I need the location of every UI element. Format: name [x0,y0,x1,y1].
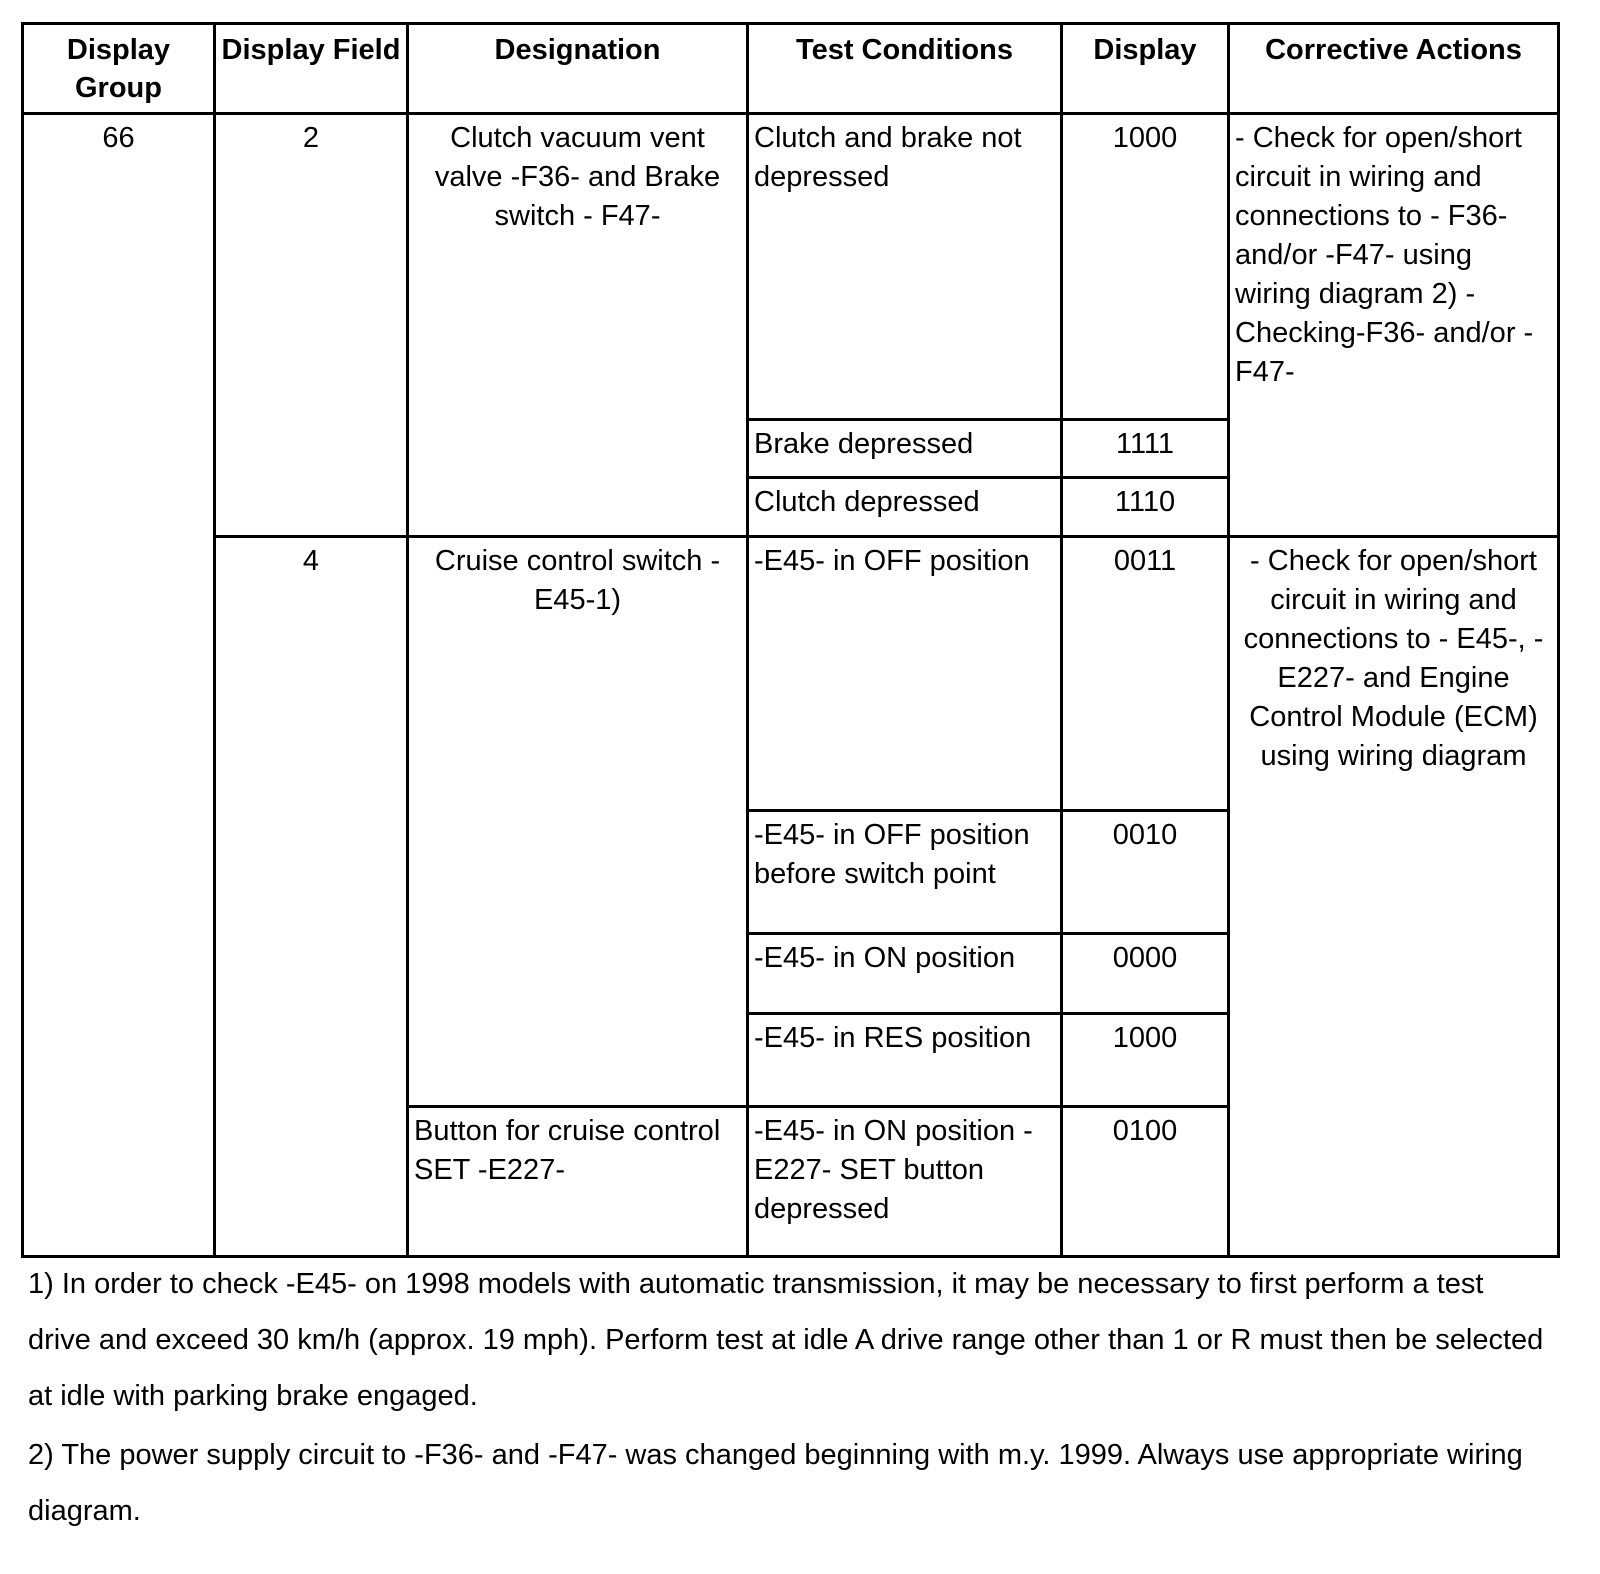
table-row [23,537,1559,811]
header-corrective-actions: Corrective Actions [1229,24,1559,114]
test-condition-cell: Clutch depressed [748,478,1062,537]
test-condition-cell: -E45- in ON position -E227- SET button depressed [748,1107,1062,1257]
footnote-2: 2) The power supply circuit to -F36- and -F47- was changed beginning with m.y. 1999. Always use appropriate wiring diagram. [28,1439,1523,1527]
test-condition-cell: Brake depressed [748,420,1062,478]
test-condition-cell: -E45- in OFF position [748,537,1062,811]
header-display-group: Display Group [23,24,215,114]
display-value-cell: 0010 [1062,811,1229,934]
footnote-1: 1) In order to check -E45- on 1998 models with automatic transmission, it may be necessary to first perform a test drive and exceed 30 km/h (approx. 19 mph). Perform test at idle A drive range other than 1 or R must then be selected at idle with parking brake engaged. [28,1268,1544,1412]
corrective-action-cell: - Check for open/short circuit in wiring and connections to - F36- and/or -F47- using wiring diagram 2) - Checking-F36- and/or -F47- [1229,114,1559,537]
header-row [23,24,1559,114]
designation-cell: Clutch vacuum vent valve -F36- and Brake switch - F47- [408,114,748,537]
designation-cell: Cruise control switch -E45-1) [408,537,748,1107]
designation-cell: Button for cruise control SET -E227- [408,1107,748,1257]
test-condition-cell: Clutch and brake not depressed [748,114,1062,420]
display-group-cell: 66 [23,114,215,1257]
test-condition-cell: -E45- in ON position [748,934,1062,1014]
display-value-cell: 1110 [1062,478,1229,537]
header-test-conditions: Test Conditions [748,24,1062,114]
header-display: Display [1062,24,1229,114]
display-value-cell: 0100 [1062,1107,1229,1257]
corrective-action-cell: - Check for open/short circuit in wiring and connections to - E45-, -E227- and Engine Control Module (ECM) using wiring diagram [1229,537,1559,1257]
display-value-cell: 1000 [1062,114,1229,420]
display-value-cell: 0011 [1062,537,1229,811]
test-condition-cell: -E45- in RES position [748,1014,1062,1107]
display-field-cell: 2 [215,114,408,537]
footnotes [28,1256,1548,1539]
table-row [23,114,1559,420]
diagnostic-table [21,22,1560,1258]
display-field-cell: 4 [215,537,408,1257]
header-display-field: Display Field [215,24,408,114]
header-designation: Designation [408,24,748,114]
display-value-cell: 1111 [1062,420,1229,478]
display-value-cell: 1000 [1062,1014,1229,1107]
display-value-cell: 0000 [1062,934,1229,1014]
test-condition-cell: -E45- in OFF position before switch point [748,811,1062,934]
